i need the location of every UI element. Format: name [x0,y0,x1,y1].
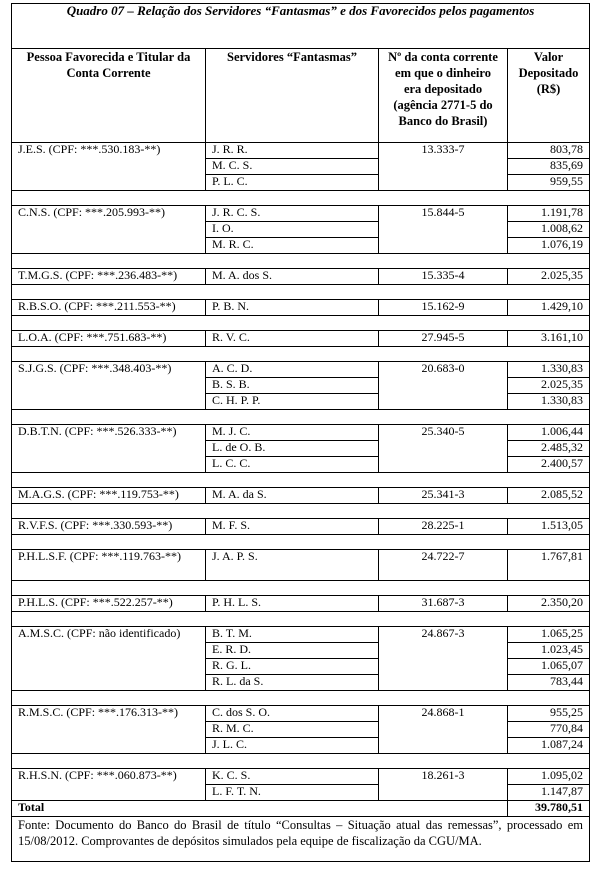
table-title: Quadro 07 – Relação dos Servidores “Fantasmas” e dos Favorecidos pelos pagamentos [12,4,590,49]
table-row [12,769,590,785]
servidor-cell: L. F. T. N. [206,785,379,801]
spacer-cell [12,612,590,627]
conta-cell: 15.844-5 [379,206,508,254]
valor-cell: 1.008,62 [508,222,590,238]
valor-cell: 803,78 [508,143,590,159]
valor-cell: 783,44 [508,675,590,691]
valor-cell: 955,25 [508,706,590,722]
valor-cell: 1.767,81 [508,550,590,581]
spacer-row [12,285,590,300]
valor-cell: 1.095,02 [508,769,590,785]
servidor-cell: M. J. C. [206,425,379,441]
favorecido-cell: R.H.S.N. (CPF: ***.060.873-**) [12,769,206,801]
servidor-cell: P. L. C. [206,175,379,191]
favorecido-cell: P.H.L.S.F. (CPF: ***.119.763-**) [12,550,206,581]
table-row [12,269,590,285]
spacer-cell [12,347,590,362]
servidor-cell: R. L. da S. [206,675,379,691]
valor-cell: 2.025,35 [508,378,590,394]
table-row [12,331,590,347]
spacer-cell [12,191,590,206]
conta-cell: 15.162-9 [379,300,508,316]
conta-cell: 13.333-7 [379,143,508,191]
spacer-cell [12,581,590,596]
total-value: 39.780,51 [508,801,590,817]
header-valor: Valor Depositado (R$) [508,49,590,143]
favorecido-cell: J.E.S. (CPF: ***.530.183-**) [12,143,206,191]
servidor-cell: A. C. D. [206,362,379,378]
servidor-cell: B. T. M. [206,627,379,643]
conta-cell: 24.867-3 [379,627,508,691]
spacer-cell [12,285,590,300]
valor-cell: 1.330,83 [508,394,590,410]
conta-cell: 27.945-5 [379,331,508,347]
servidor-cell: B. S. B. [206,378,379,394]
spacer-row [12,612,590,627]
spacer-cell [12,535,590,550]
table-row [12,706,590,722]
table-row [12,627,590,643]
spacer-row [12,347,590,362]
header-servidores: Servidores “Fantasmas” [206,49,379,143]
valor-cell: 1.087,24 [508,738,590,754]
servidor-cell: I. O. [206,222,379,238]
valor-cell: 835,69 [508,159,590,175]
table-row [12,550,590,581]
valor-cell: 1.065,25 [508,627,590,643]
servidor-cell: R. G. L. [206,659,379,675]
favorecido-cell: C.N.S. (CPF: ***.205.993-**) [12,206,206,254]
favorecido-cell: S.J.G.S. (CPF: ***.348.403-**) [12,362,206,410]
servidor-cell: L. de O. B. [206,441,379,457]
servidor-cell: C. H. P. P. [206,394,379,410]
table-row [12,362,590,378]
valor-cell: 2.350,20 [508,596,590,612]
conta-cell: 18.261-3 [379,769,508,801]
spacer-cell [12,254,590,269]
spacer-cell [12,316,590,331]
conta-cell: 28.225-1 [379,519,508,535]
servidor-cell: P. H. L. S. [206,596,379,612]
table-title-row [12,4,590,49]
spacer-cell [12,473,590,488]
spacer-row [12,316,590,331]
table-row [12,425,590,441]
favorecido-cell: T.M.G.S. (CPF: ***.236.483-**) [12,269,206,285]
spacer-cell [12,691,590,706]
table-row [12,143,590,159]
conta-cell: 24.722-7 [379,550,508,581]
servidor-cell: C. dos S. O. [206,706,379,722]
favorecido-cell: R.V.F.S. (CPF: ***.330.593-**) [12,519,206,535]
spacer-row [12,691,590,706]
conta-cell: 24.868-1 [379,706,508,754]
valor-cell: 1.330,83 [508,362,590,378]
valor-cell: 3.161,10 [508,331,590,347]
servidor-cell: R. V. C. [206,331,379,347]
servidor-cell: M. A. da S. [206,488,379,504]
spacer-cell [12,410,590,425]
valor-cell: 959,55 [508,175,590,191]
favorecido-cell: L.O.A. (CPF: ***.751.683-**) [12,331,206,347]
spacer-row [12,754,590,769]
valor-cell: 1.065,07 [508,659,590,675]
table-row [12,519,590,535]
servidor-cell: M. A. dos S. [206,269,379,285]
servidor-cell: K. C. S. [206,769,379,785]
spacer-row [12,410,590,425]
favorecido-cell: R.M.S.C. (CPF: ***.176.313-**) [12,706,206,754]
table-row [12,300,590,316]
spacer-row [12,473,590,488]
total-row [12,801,590,817]
servidor-cell: J. R. C. S. [206,206,379,222]
valor-cell: 1.006,44 [508,425,590,441]
spacer-row [12,191,590,206]
source-note: Fonte: Documento do Banco do Brasil de título “Consultas – Situação atual das remessas”, processado em 15/08/2012. Comprovantes de depósitos simulados pela equipe de fiscalização da CGU/MA. [12,817,590,862]
table-header-row [12,49,590,143]
servidor-cell: P. B. N. [206,300,379,316]
conta-cell: 25.341-3 [379,488,508,504]
valor-cell: 770,84 [508,722,590,738]
valor-cell: 2.025,35 [508,269,590,285]
quadro-07-table [11,3,590,862]
spacer-cell [12,754,590,769]
valor-cell: 1.513,05 [508,519,590,535]
conta-cell: 31.687-3 [379,596,508,612]
valor-cell: 1.147,87 [508,785,590,801]
spacer-cell [12,504,590,519]
servidor-cell: J. R. R. [206,143,379,159]
servidor-cell: E. R. D. [206,643,379,659]
favorecido-cell: D.B.T.N. (CPF: ***.526.333-**) [12,425,206,473]
source-row [12,817,590,862]
servidor-cell: L. C. C. [206,457,379,473]
table-row [12,206,590,222]
favorecido-cell: A.M.S.C. (CPF: não identificado) [12,627,206,691]
servidor-cell: J. A. P. S. [206,550,379,581]
valor-cell: 1.023,45 [508,643,590,659]
spacer-row [12,535,590,550]
favorecido-cell: M.A.G.S. (CPF: ***.119.753-**) [12,488,206,504]
conta-cell: 15.335-4 [379,269,508,285]
spacer-row [12,504,590,519]
servidor-cell: M. F. S. [206,519,379,535]
valor-cell: 1.191,78 [508,206,590,222]
valor-cell: 1.076,19 [508,238,590,254]
table-row [12,596,590,612]
table-row [12,488,590,504]
spacer-row [12,254,590,269]
valor-cell: 1.429,10 [508,300,590,316]
favorecido-cell: R.B.S.O. (CPF: ***.211.553-**) [12,300,206,316]
servidor-cell: R. M. C. [206,722,379,738]
valor-cell: 2.400,57 [508,457,590,473]
conta-cell: 20.683-0 [379,362,508,410]
servidor-cell: M. R. C. [206,238,379,254]
servidor-cell: J. L. C. [206,738,379,754]
favorecido-cell: P.H.L.S. (CPF: ***.522.257-**) [12,596,206,612]
servidor-cell: M. C. S. [206,159,379,175]
spacer-row [12,581,590,596]
valor-cell: 2.485,32 [508,441,590,457]
valor-cell: 2.085,52 [508,488,590,504]
conta-cell: 25.340-5 [379,425,508,473]
header-conta: Nº da conta corrente em que o dinheiro era depositado (agência 2771-5 do Banco do Brasil) [379,49,508,143]
header-favorecido: Pessoa Favorecida e Titular da Conta Corrente [12,49,206,143]
total-label: Total [12,801,508,817]
